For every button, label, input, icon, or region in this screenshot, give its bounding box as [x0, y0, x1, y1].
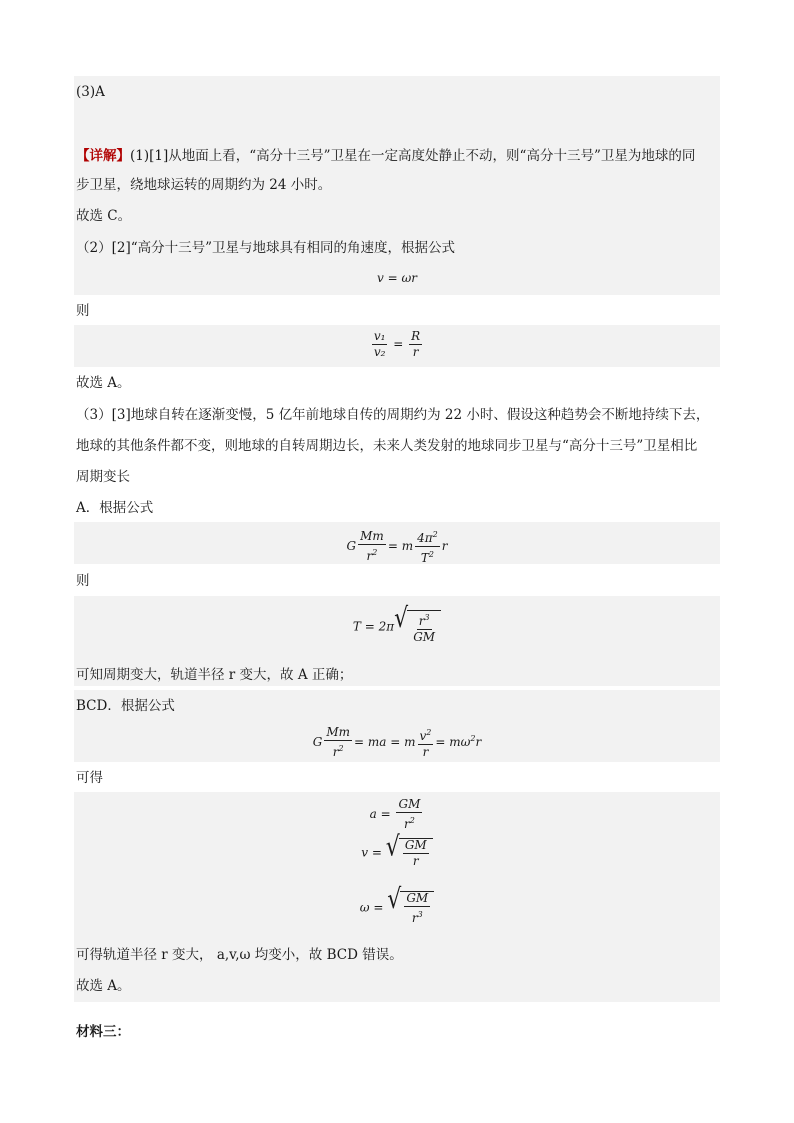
part3-text-2: 地球的其他条件都不变，则地球的自转周期边长，未来人类发射的地球同步卫星与“高分十三号”卫星相比 [76, 438, 698, 454]
detail-text-2: 步卫星，绕地球运转的周期约为 24 小时。 [76, 177, 332, 193]
equation-gravity-acceleration: G $\frac{Mm}{r^2}$ = ma = m $\frac{v^2}{r}$ = $m\omega^2r$ [312, 725, 482, 759]
then-2: 则 [76, 573, 90, 589]
equation-omega: ω = √ $\frac{GM}{r^3}$ [74, 891, 720, 925]
ratio-den-1: v₂ [373, 345, 386, 359]
choose-c: 故选 C。 [76, 208, 132, 224]
detail-label: 【详解】 [76, 148, 130, 164]
conclusion-bcd: 可得轨道半径 r 变大， a,v,ω 均变小，故 BCD 错误。 [76, 947, 403, 963]
part2-text: （2）[2]“高分十三号”卫星与地球具有相同的角速度，根据公式 [76, 240, 456, 256]
equation-a: a = $\frac{GM}{r^2}$ [369, 797, 421, 831]
then-1: 则 [76, 303, 90, 319]
option-bcd-text: BCD．根据公式 [76, 698, 175, 714]
part3-text-1: （3）[3]地球自转在逐渐变慢，5 亿年前地球自传的周期约为 22 小时、假设这种趋势会不断地持续下去， [76, 407, 710, 423]
material-3-heading: 材料三： [76, 1024, 130, 1040]
choose-a-1: 故选 A。 [76, 375, 131, 391]
equation-period: T = 2π √ $\frac{r^3}{GM}$ [74, 610, 720, 644]
can-get-1: 可得 [76, 770, 103, 786]
choose-a-2: 故选 A。 [76, 978, 131, 994]
answer-3: (3)A [76, 84, 105, 100]
answer-block [74, 76, 720, 140]
ratio-num-2: R [411, 329, 421, 343]
equation-v-omega-r: v = ωr [377, 271, 417, 285]
equation-v: v = √ $\frac{GM}{r}$ [74, 838, 720, 868]
equation-ratio: $\frac{\text{v₁}}{\text{v₂}}$ = $\frac{R}{r}$ [373, 329, 421, 359]
equation-gravity-period: G $\frac{Mm}{r^2}$ = m $\frac{4\pi^2}{T^2}$ r [346, 529, 448, 565]
option-a-text: A．根据公式 [76, 500, 154, 516]
conclusion-a: 可知周期变大，轨道半径 r 变大，故 A 正确； [76, 667, 353, 683]
ratio-den-2: r [412, 345, 419, 359]
ratio-num-1: v₁ [373, 329, 386, 343]
detail-text-1: (1)[1]从地面上看，“高分十三号”卫星在一定高度处静止不动，则“高分十三号”卫星为地球的同 [130, 148, 696, 164]
part3-text-3: 周期变长 [76, 469, 130, 485]
detail-paragraph-1 [76, 146, 695, 166]
